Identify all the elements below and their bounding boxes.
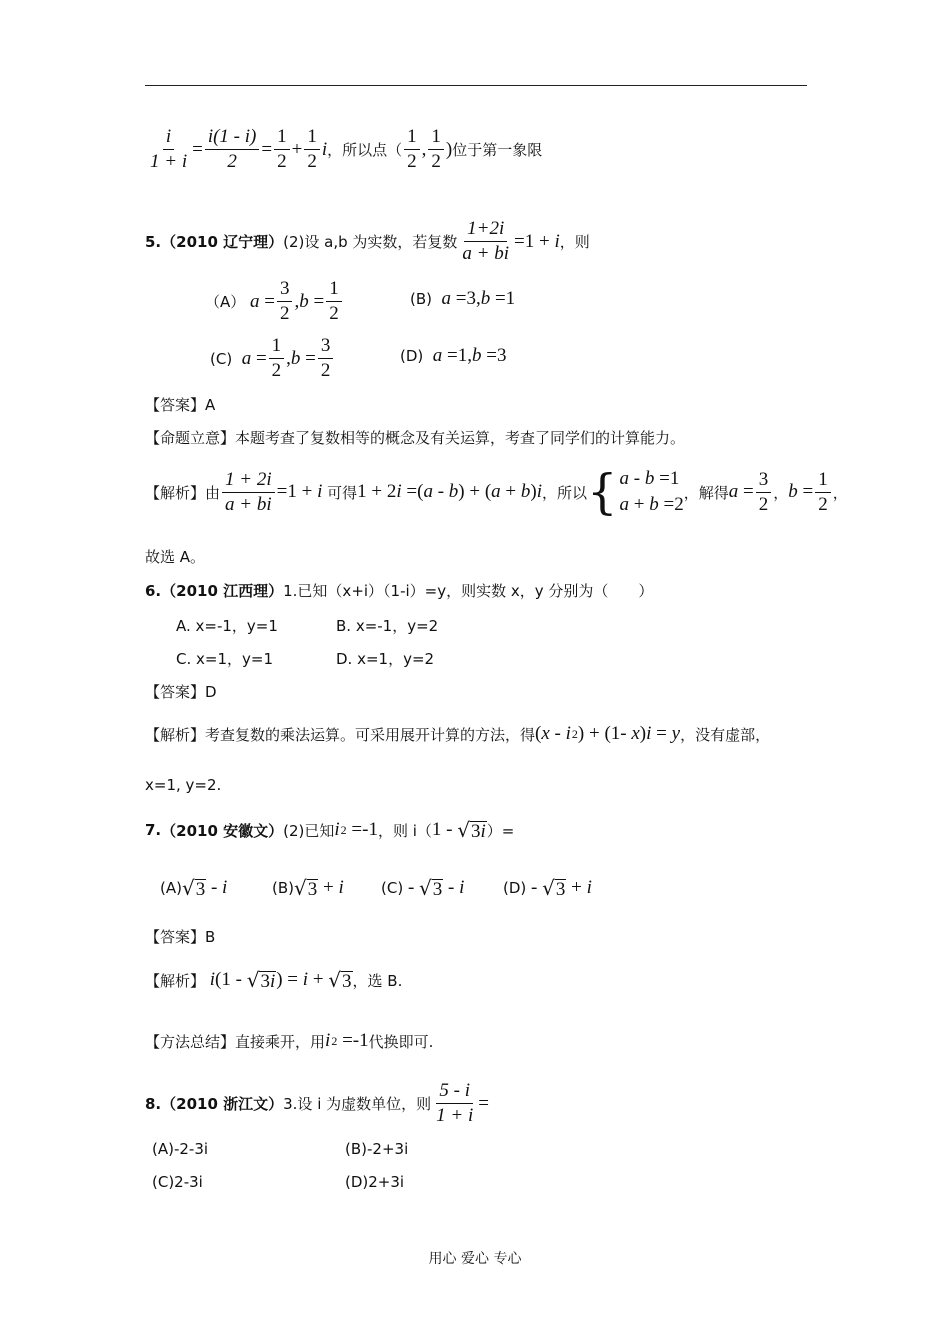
q6-stem: 6. （2010 江西理） 1.已知（x+i）（1-i）=y，则实数 x，y 分别为（ ） <box>145 581 654 600</box>
fraction: $\frac{1+2i}{a + bi}$ <box>462 218 510 264</box>
q7-option-d: (D) - √ 3 + i <box>503 876 592 900</box>
fraction: $\frac{3}{2}$ <box>318 335 334 382</box>
q6-option-a: A. x=-1，y=1 <box>176 617 278 635</box>
q5-intent: 【命题立意】 本题考查了复数相等的概念及有关运算，考查了同学们的计算能力。 <box>145 429 686 447</box>
q8-option-c: (C)2-3i <box>152 1173 203 1191</box>
fraction: $\frac{1}{2}$ <box>274 126 290 173</box>
q5-answer: 【答案】 A <box>145 395 216 414</box>
q4-solution-line: $\frac{i}{1 + i}$ = $\frac{i(1 - i)}{2}$ = $\frac{1}{2}$ + $\frac{1}{2}$ i ，所以点（ $\frac{1}{2}$ , $\frac{1}{2}$ ) 位于第一象限 <box>145 126 542 173</box>
page-footer: 用心 爱心 专心 <box>428 1251 522 1267</box>
fraction: $\frac{1}{2}$ <box>815 469 831 516</box>
q6-option-d: D. x=1，y=2 <box>336 650 435 668</box>
q7-stem: 7. （2010 安徽文） (2)已知 i 2 =-1 ，则 i（ 1 - √ 3i ）= <box>145 818 515 842</box>
left-brace: { <box>587 464 618 520</box>
fraction: $\frac{1}{2}$ <box>404 126 420 173</box>
q7-analysis: 【解析】 i (1 - √ 3i ) = i + √ 3 ，选 B. <box>145 968 403 992</box>
q7-option-a: (A) √ 3 - i <box>160 876 228 900</box>
q7-option-b: (B) √ 3 + i <box>272 876 344 900</box>
q6-option-c: C. x=1，y=1 <box>176 650 273 668</box>
q6-analysis: 【解析】 考查复数的乘法运算。可采用展开计算的方法，得 ( x - i 2 ) + (1- x ) i = y ，没有虚部， <box>145 723 771 744</box>
q5-analysis: 【解析】 由 $\frac{1 + 2i}{a + bi}$ =1 + i 可得 1 + 2 i =( a - b ) + ( a + b ) i ，所以 { a - b =1 a + b =2 ，解得 a = $\frac{3}{2}$ ， b = $\frac{1}{2}$ ， <box>145 464 848 520</box>
fraction: $\frac{5 - i}{1 + i}$ <box>436 1080 474 1126</box>
fraction: $\frac{1}{2}$ <box>269 335 285 382</box>
fraction: $\frac{i}{1 + i}$ <box>150 126 188 172</box>
fraction: $\frac{3}{2}$ <box>756 469 772 516</box>
q5-option-b: (B) a =3, b =1 <box>410 288 516 309</box>
q5-option-d: (D) a =1, b =3 <box>400 345 507 366</box>
q6-option-b: B. x=-1，y=2 <box>336 617 439 635</box>
header-rule <box>145 85 807 86</box>
q8-option-b: (B)-2+3i <box>345 1140 409 1158</box>
q6-answer: 【答案】 D <box>145 682 217 701</box>
equation-system: a - b =1 a + b =2 <box>619 468 684 515</box>
q5-option-a: （A） a = $\frac{3}{2}$ , b = $\frac{1}{2}$ <box>205 278 344 325</box>
q7-method: 【方法总结】 直接乘开，用 i 2 =-1 代换即可. <box>145 1030 434 1051</box>
q5-conclusion: 故选 A。 <box>145 548 206 566</box>
fraction: $\frac{1}{2}$ <box>428 126 444 173</box>
fraction: $\frac{1}{2}$ <box>304 126 320 173</box>
q6-analysis-cont: x=1, y=2. <box>145 776 222 794</box>
q5-stem: 5. （2010 辽宁理） (2)设 a,b 为实数，若复数 $\frac{1+2i}{a + bi}$ =1 + i ，则 <box>145 218 590 264</box>
fraction: $\frac{3}{2}$ <box>277 278 293 325</box>
fraction: $\frac{i(1 - i)}{2}$ <box>205 126 260 173</box>
q8-option-a: (A)-2-3i <box>152 1140 209 1158</box>
q8-stem: 8. （2010 浙江文） 3.设 i 为虚数单位，则 $\frac{5 - i}{1 + i}$ = <box>145 1080 489 1126</box>
q7-answer: 【答案】 B <box>145 927 216 946</box>
q5-option-c: (C) a = $\frac{1}{2}$ , b = $\frac{3}{2}$ <box>210 335 335 382</box>
q8-option-d: (D)2+3i <box>345 1173 405 1191</box>
fraction: $\frac{1}{2}$ <box>326 278 342 325</box>
q7-option-c: (C) - √ 3 - i <box>381 876 465 900</box>
fraction: $\frac{1 + 2i}{a + bi}$ <box>222 469 275 516</box>
